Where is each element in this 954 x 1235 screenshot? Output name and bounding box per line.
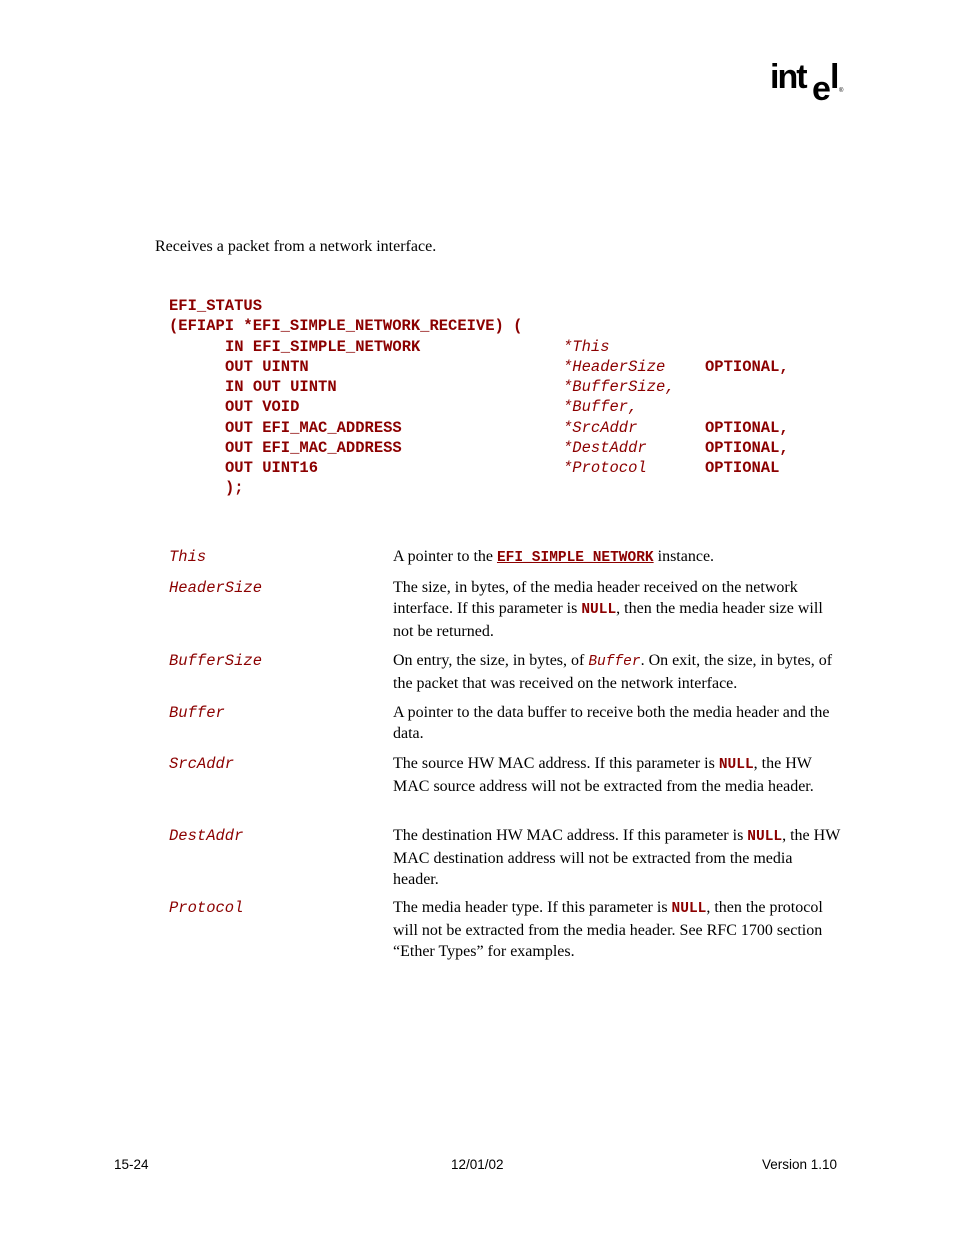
param-description — [393, 650, 841, 694]
arg-type: OUT UINTN — [225, 358, 309, 376]
null-keyword: NULL — [581, 602, 617, 618]
param-name: SrcAddr — [169, 755, 235, 773]
desc-text: , the HW MAC destination address will not be extracted from the media header. — [393, 827, 841, 888]
desc-text: , then the media header size will not be returned. — [393, 600, 823, 640]
arg-name: *DestAddr — [563, 439, 647, 457]
param-description — [393, 825, 841, 890]
param-name: BufferSize — [169, 652, 263, 670]
null-keyword: NULL — [747, 829, 783, 845]
buffer-reference: Buffer — [588, 654, 641, 670]
param-description: A pointer to the data buffer to receive both the media header and the data. — [393, 704, 830, 742]
footer-date: 12/01/02 — [451, 1157, 504, 1172]
arg-type: OUT EFI_MAC_ADDRESS — [225, 439, 402, 457]
arg-name: *HeaderSize — [563, 358, 666, 376]
closing-paren: ); — [225, 479, 244, 497]
arg-name: *Protocol — [563, 459, 647, 477]
arg-optional: OPTIONAL, — [705, 419, 789, 437]
function-summary: Receives a packet from a network interface. — [155, 238, 437, 255]
desc-text: instance. — [653, 548, 715, 565]
svg-text:e: e — [812, 70, 829, 104]
arg-optional: OPTIONAL — [705, 459, 780, 477]
desc-text: A pointer to the — [393, 548, 497, 565]
arg-type: OUT EFI_MAC_ADDRESS — [225, 419, 402, 437]
param-description — [393, 577, 841, 642]
arg-type: IN EFI_SIMPLE_NETWORK — [225, 338, 421, 356]
arg-name: *SrcAddr — [563, 419, 638, 437]
desc-text: , the HW MAC source address will not be extracted from the media header. — [393, 755, 814, 795]
param-description — [393, 546, 841, 569]
param-name: HeaderSize — [169, 579, 263, 597]
intel-logo — [770, 58, 844, 104]
arg-optional: OPTIONAL, — [705, 439, 789, 457]
desc-text: On entry, the size, in bytes, of — [393, 652, 589, 669]
param-name: This — [169, 548, 207, 566]
prototype-code-block — [169, 297, 869, 507]
arg-name: *BufferSize, — [563, 378, 675, 396]
arg-type: OUT VOID — [225, 398, 300, 416]
footer-version: Version 1.10 — [762, 1157, 838, 1172]
arg-type: IN OUT UINTN — [225, 378, 337, 396]
desc-text: . On exit, the size, in bytes, of the packet that was received on the network interface. — [393, 652, 833, 692]
arg-type: OUT UINT16 — [225, 459, 319, 477]
svg-text:®: ® — [839, 88, 844, 94]
desc-text: The source HW MAC address. If this parameter is — [393, 755, 719, 772]
svg-text:l: l — [830, 58, 840, 96]
function-signature: (EFIAPI *EFI_SIMPLE_NETWORK_RECEIVE) ( — [169, 317, 523, 335]
param-name: Buffer — [169, 704, 225, 722]
null-keyword: NULL — [671, 901, 707, 917]
desc-text: The destination HW MAC address. If this parameter is — [393, 827, 748, 844]
desc-text: , then the protocol will not be extracted from the media header. See RFC 1700 section “Ether Types” for examples. — [393, 899, 823, 960]
param-name: Protocol — [169, 899, 244, 917]
arg-name: *This — [563, 338, 610, 356]
page-number: 15-24 — [114, 1157, 149, 1172]
svg-text:int: int — [770, 58, 806, 96]
arg-name: *Buffer, — [563, 398, 638, 416]
desc-text: The size, in bytes, of the media header received on the network interface. If this parameter is — [393, 579, 798, 617]
param-name: DestAddr — [169, 827, 244, 845]
null-keyword: NULL — [718, 757, 754, 773]
arg-optional: OPTIONAL, — [705, 358, 789, 376]
efi-simple-network-link[interactable]: EFI_SIMPLE_NETWORK — [496, 550, 654, 566]
desc-text: The media header type. If this parameter is — [393, 899, 672, 916]
param-description — [393, 897, 841, 962]
return-type: EFI_STATUS — [169, 297, 263, 315]
param-description — [393, 753, 841, 797]
